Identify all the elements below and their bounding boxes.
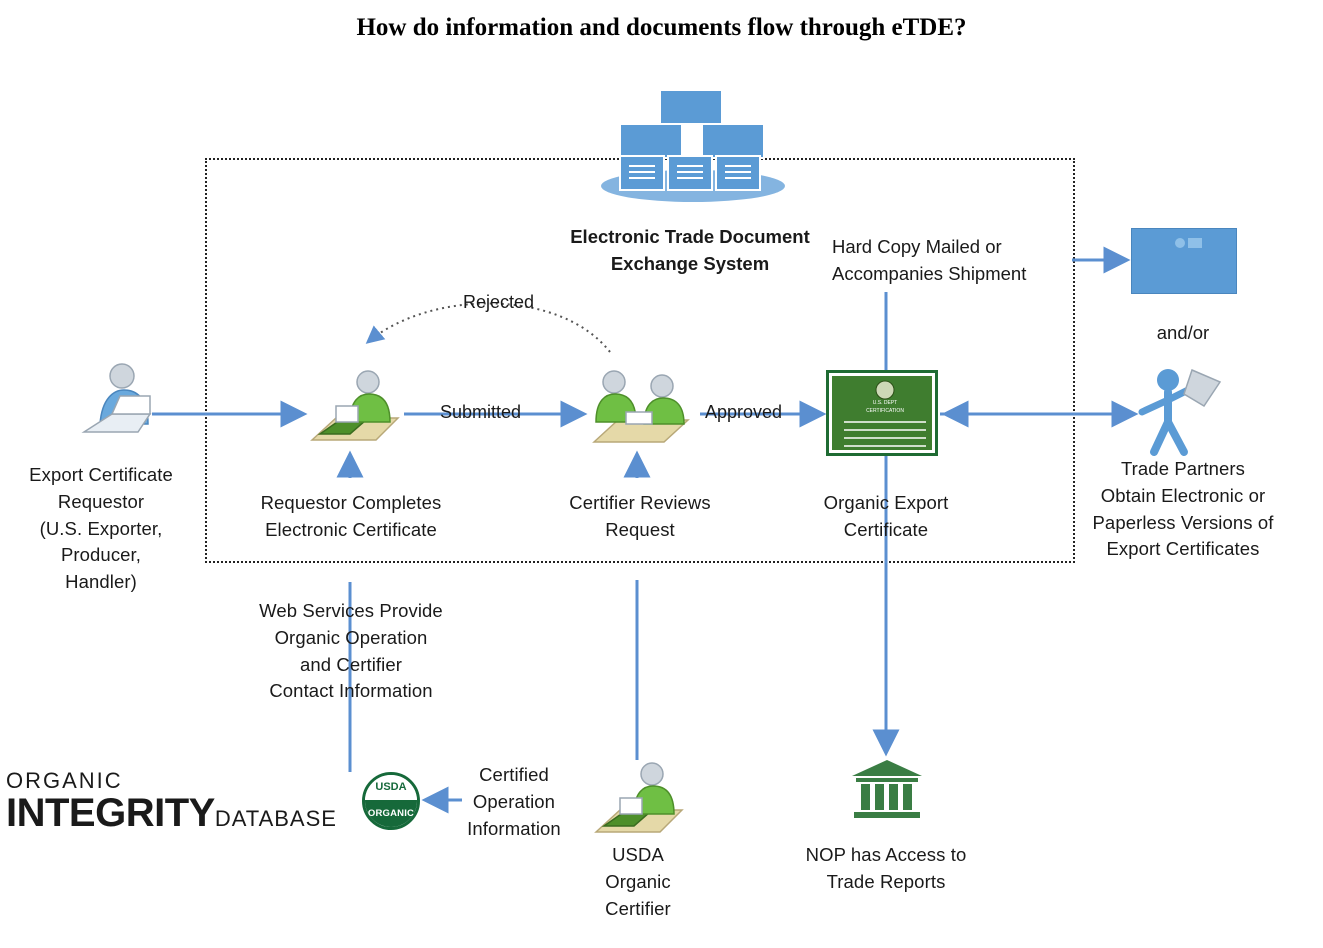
seal-bottom-text: ORGANIC bbox=[365, 800, 417, 827]
edge-label-submitted: Submitted bbox=[440, 402, 522, 422]
requestor-completes-caption: Requestor Completes Electronic Certificate bbox=[260, 492, 442, 540]
oid-word-organic: ORGANIC bbox=[6, 768, 123, 793]
person-at-desk-icon bbox=[306, 368, 406, 457]
andor-label: and/or bbox=[1156, 322, 1210, 343]
server-stack-icon bbox=[598, 86, 788, 206]
web-services-label: Web Services Provide Organic Operation and Certifier Contact Information bbox=[259, 600, 443, 702]
seal-top-text: USDA bbox=[365, 775, 417, 800]
usda-organic-seal-icon bbox=[362, 772, 420, 830]
certificate-document-icon bbox=[826, 370, 938, 456]
system-label-line1: Electronic Trade Document bbox=[570, 226, 810, 247]
page-title: How do information and documents flow through eTDE? bbox=[356, 14, 967, 41]
organic-integrity-database-logo bbox=[6, 768, 356, 835]
system-label-line2: Exchange System bbox=[610, 252, 770, 274]
two-people-at-desk-icon bbox=[588, 368, 700, 459]
requestor-caption: Export Certificate Requestor (U.S. Exporter, Producer, Handler) bbox=[29, 464, 173, 593]
organic-export-certificate-caption: Organic Export Certificate bbox=[823, 492, 949, 540]
svg-text:CERTIFICATION: CERTIFICATION bbox=[866, 408, 904, 414]
person-at-laptop-icon bbox=[76, 362, 162, 451]
blue-monitor-icon bbox=[1131, 228, 1237, 294]
hard-copy-label: Hard Copy Mailed or Accompanies Shipment bbox=[832, 236, 1027, 284]
certifier-reviews-caption: Certifier Reviews Request bbox=[569, 492, 711, 540]
edge-label-rejected: Rejected bbox=[463, 292, 535, 312]
bank-building-icon bbox=[852, 760, 922, 820]
system-label bbox=[520, 224, 860, 278]
oid-word-database: DATABASE bbox=[214, 806, 337, 831]
usda-certifier-caption: USDA Organic Certifier bbox=[605, 844, 671, 919]
nop-caption: NOP has Access to Trade Reports bbox=[805, 844, 967, 892]
svg-text:U.S. DEPT: U.S. DEPT bbox=[872, 400, 898, 406]
edge-label-approved: Approved bbox=[705, 402, 783, 422]
usda-certifier-icon bbox=[590, 760, 690, 849]
certified-operation-label: Certified Operation Information bbox=[467, 764, 561, 839]
person-with-document-icon bbox=[1136, 366, 1228, 463]
trade-partners-caption: Trade Partners Obtain Electronic or Paperless Versions of Export Certificates bbox=[1092, 458, 1274, 560]
oid-word-integrity: INTEGRITY bbox=[6, 791, 215, 835]
